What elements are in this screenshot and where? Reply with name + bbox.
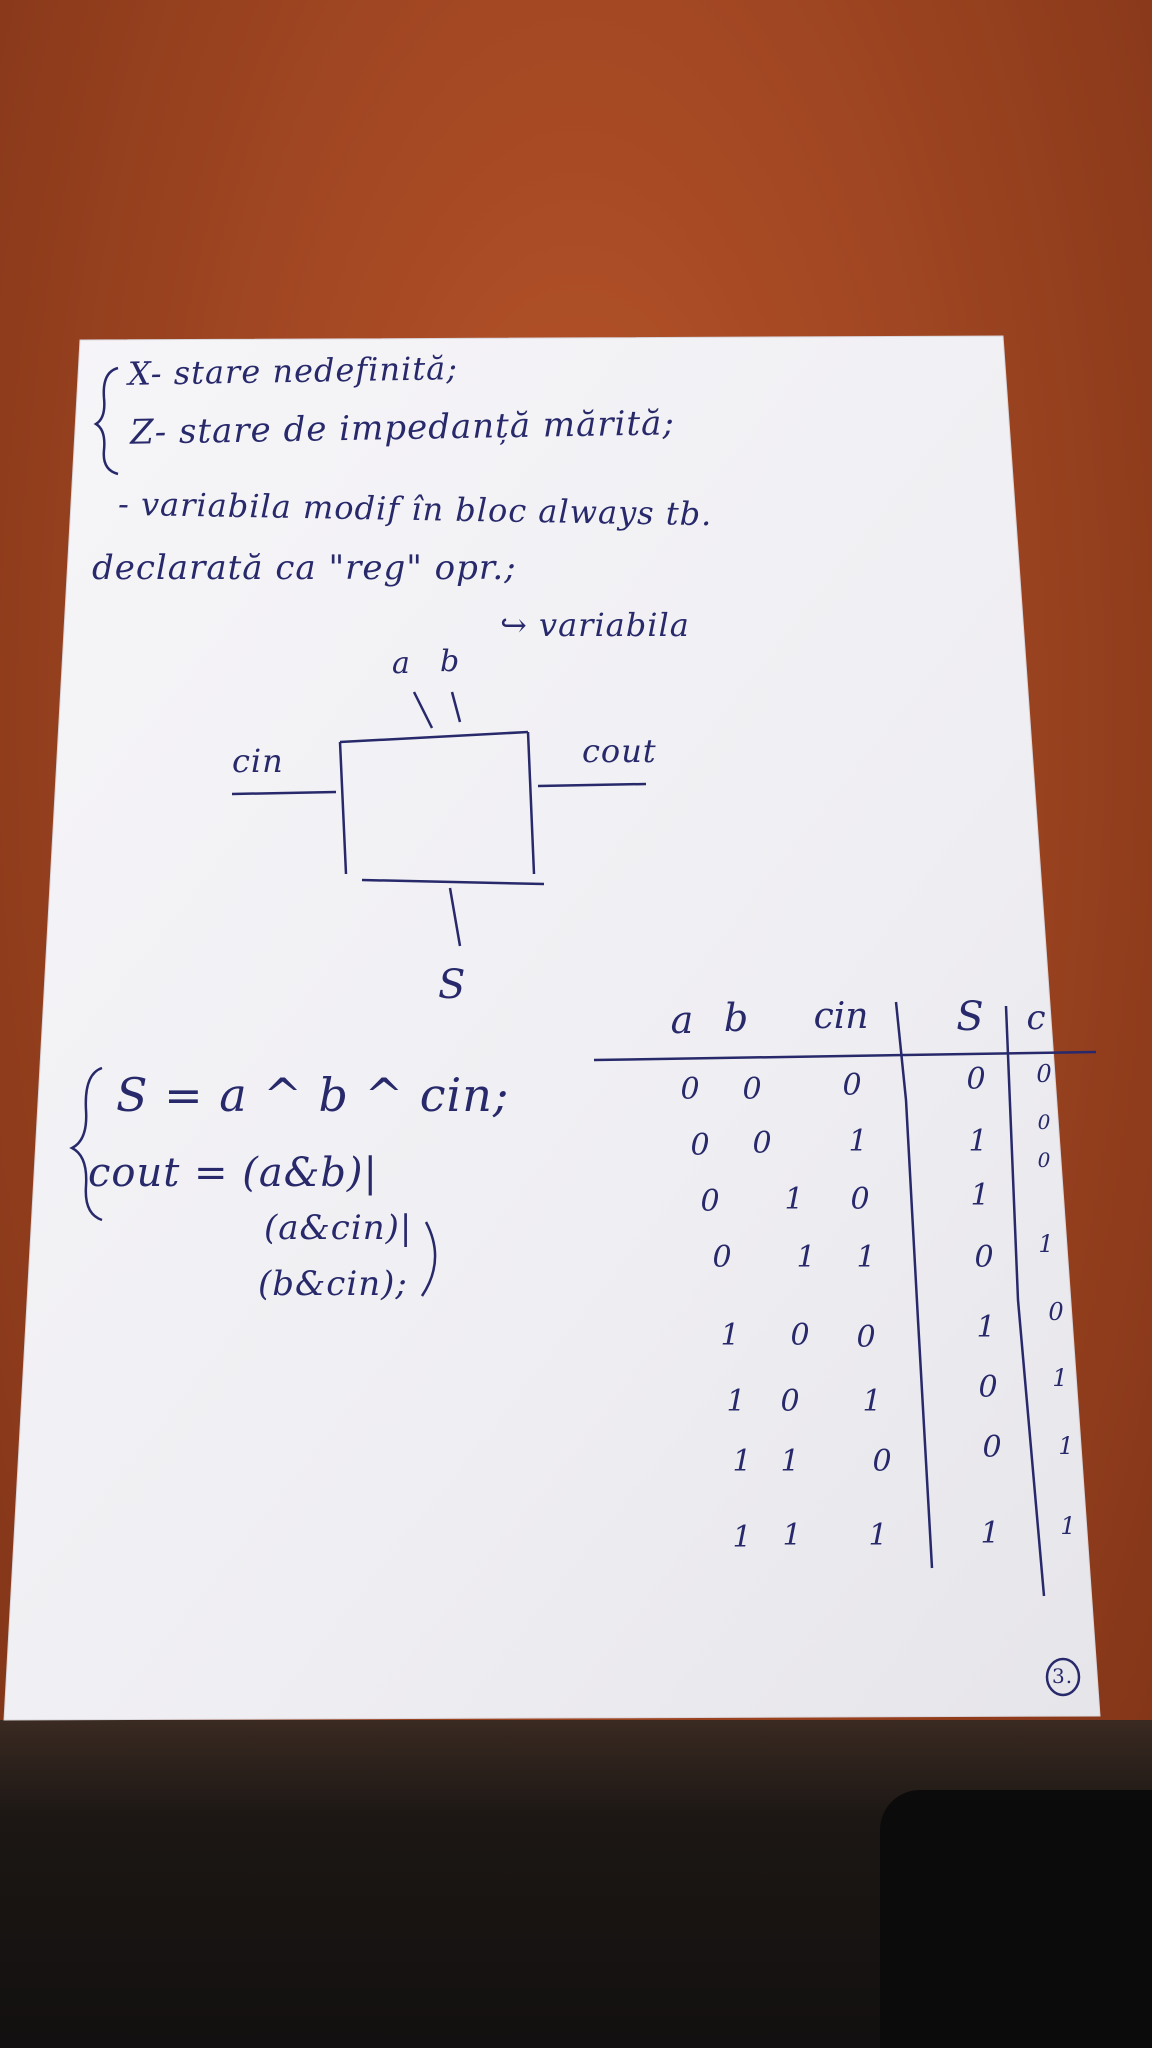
table-cell: 0 (966, 1062, 986, 1097)
table-cell: 0 (872, 1444, 892, 1479)
table-cell: 0 (850, 1182, 870, 1217)
note-line-always-block: - variabila modif în bloc always tb. (117, 484, 713, 534)
table-cell: 1 (980, 1516, 1000, 1551)
cout-equation-line2: (a&cin)| (264, 1208, 413, 1248)
table-cell: 0 (1036, 1060, 1052, 1088)
table-cell: 0 (1048, 1298, 1064, 1326)
table-cell: 1 (732, 1444, 752, 1479)
sum-equation: S = a ^ b ^ cin; (116, 1068, 510, 1122)
table-cell: 1 (1060, 1512, 1076, 1540)
table-header-b: b (723, 996, 749, 1040)
table-cell: 1 (796, 1240, 816, 1275)
table-cell: 1 (848, 1124, 868, 1159)
table-header-s: S (956, 994, 984, 1040)
table-cell: 1 (862, 1384, 882, 1419)
table-cell: 0 (1037, 1110, 1051, 1134)
table-cell: 1 (976, 1310, 996, 1345)
table-cell: 1 (1038, 1230, 1054, 1258)
table-cell: 0 (680, 1072, 700, 1107)
table-header-cin: cin (813, 996, 869, 1037)
table-cell: 1 (720, 1318, 740, 1353)
output-s-label: S (438, 962, 467, 1008)
note-line-reg-declaration: declarată ca "reg" opr.; (92, 548, 517, 588)
table-header-a: a (670, 998, 694, 1042)
note-line-undefined-state: X- stare nedefinită; (127, 349, 459, 393)
output-cout-label: cout (582, 732, 657, 770)
table-cell: 0 (856, 1320, 876, 1355)
table-cell: 1 (780, 1444, 800, 1479)
input-a-label: a (392, 646, 411, 681)
table-cell: 0 (842, 1068, 862, 1103)
table-cell: 0 (742, 1072, 762, 1107)
table-cell: 1 (726, 1384, 746, 1419)
table-header-c: c (1026, 998, 1046, 1038)
input-cin-label: cin (232, 742, 284, 780)
table-cell: 1 (1058, 1432, 1074, 1460)
table-cell: 1 (868, 1518, 888, 1553)
table-cell: 0 (700, 1184, 720, 1219)
table-cell: 0 (752, 1126, 772, 1161)
table-cell: 1 (856, 1240, 876, 1275)
table-cell: 1 (970, 1178, 990, 1213)
table-cell: 1 (782, 1518, 802, 1553)
table-cell: 1 (968, 1124, 988, 1159)
input-b-label: b (440, 644, 461, 679)
table-cell: 1 (1052, 1364, 1068, 1392)
cout-equation-line3: (b&cin); (258, 1264, 408, 1304)
table-cell: 0 (974, 1240, 994, 1275)
paper-page (4, 336, 1100, 1720)
table-cell: 1 (732, 1520, 752, 1555)
table-cell: 0 (690, 1128, 710, 1163)
cout-equation-line1: cout = (a&b)| (88, 1150, 379, 1196)
page-number: 3. (1052, 1664, 1074, 1688)
table-cell: 0 (780, 1384, 800, 1419)
note-line-variable: ↪ variabila (500, 606, 690, 644)
note-line-high-impedance: Z- stare de impedanță mărită; (129, 403, 676, 453)
table-cell: 0 (790, 1318, 810, 1353)
table-cell: 0 (982, 1430, 1002, 1465)
table-cell: 0 (978, 1370, 998, 1405)
table-cell: 0 (712, 1240, 732, 1275)
table-cell: 1 (784, 1182, 804, 1217)
table-cell: 0 (1037, 1148, 1051, 1172)
